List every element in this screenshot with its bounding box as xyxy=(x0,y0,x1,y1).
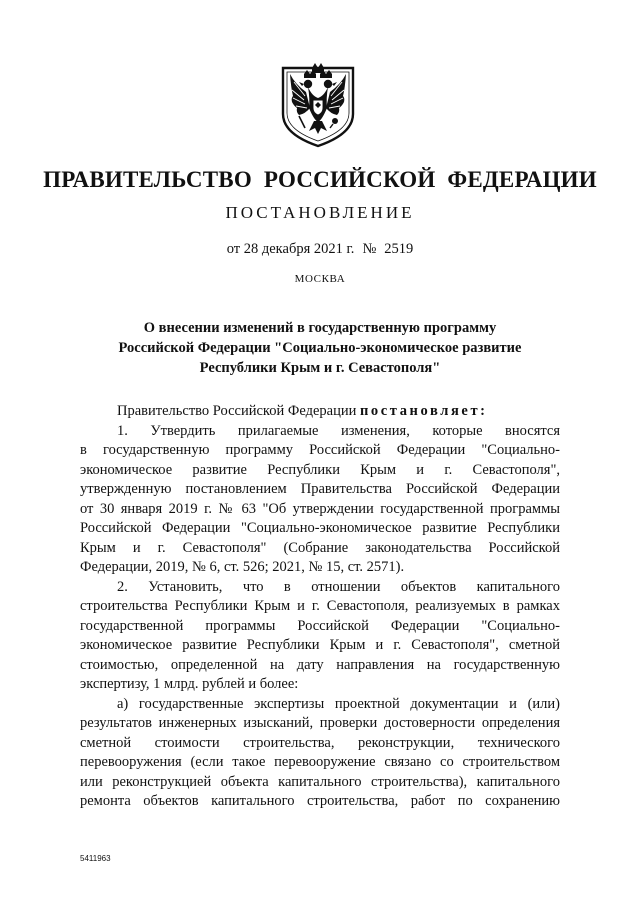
body-line: строительства Республики Крым и г. Севастополя, реализуемых в рамках xyxy=(80,598,560,614)
body-line: стоимостью, определенной на дату направления на государственную xyxy=(80,656,560,673)
document-date: от 28 декабря 2021 г. xyxy=(226,241,355,257)
body-line: утвержденную постановлением Правительства Российской Федерации xyxy=(80,481,560,497)
document-type: ПОСТАНОВЛЕНИЕ xyxy=(225,203,415,222)
city-name: МОСКВА xyxy=(294,273,346,285)
government-title: ПРАВИТЕЛЬСТВО РОССИЙСКОЙ ФЕДЕРАЦИИ xyxy=(43,167,597,192)
document-code: 5411963 xyxy=(80,854,111,863)
body-line: в государственную программу Российской Федерации "Социально- xyxy=(80,442,560,458)
preamble-emphasis: постановляет: xyxy=(359,403,488,419)
body-line: экономическое развитие Республики Крым и г. Севастополя", xyxy=(80,461,560,478)
body-line: 2. Установить, что в отношении объектов капитального xyxy=(117,578,560,595)
body-line: экономическое развитие Республики Крым и г. Севастополя", сметной xyxy=(80,637,560,653)
preamble-text: Правительство Российской Федерации xyxy=(117,403,360,419)
body-line: от 30 января 2019 г. № 63 "Об утверждении государственной программы xyxy=(80,500,560,517)
coat-of-arms-emblem xyxy=(275,58,361,150)
document-date-number xyxy=(0,241,640,258)
body-line: Российской Федерации "Социально-экономическое развитие Республики xyxy=(80,520,560,536)
body-line: экспертизу, 1 млрд. рублей и более: xyxy=(80,676,299,692)
body-line: 1. Утвердить прилагаемые изменения, которые вносятся xyxy=(117,422,560,439)
body-line: перевооружения (если такое перевооружение связано со строительством xyxy=(80,754,560,770)
body-line: а) государственные экспертизы проектной документации и (или) xyxy=(117,695,560,712)
body-line: результатов инженерных изысканий, проверки достоверности определения xyxy=(80,715,560,731)
document-heading xyxy=(80,318,560,378)
body-line: сметной стоимости строительства, реконструкции, технического xyxy=(80,734,560,751)
russian-coat-of-arms-icon xyxy=(275,58,361,150)
body-line: Крым и г. Севастополя" (Собрание законодательства Российской xyxy=(80,539,560,556)
heading-line: Российской Федерации "Социально-экономическое развитие xyxy=(118,340,522,356)
body-line: Федерации, 2019, № 6, ст. 526; 2021, № 15, ст. 2571). xyxy=(80,559,405,575)
body-line: ремонта объектов капитального строительства, работ по сохранению xyxy=(80,793,560,809)
heading-line: О внесении изменений в государственную программу xyxy=(143,320,497,336)
number-sign: № xyxy=(362,241,377,257)
document-body xyxy=(80,402,560,812)
body-line: государственной программы Российской Федерации "Социально- xyxy=(80,617,560,634)
preamble-line xyxy=(80,402,560,422)
body-line: или реконструкцией объекта капитального строительства), капитального xyxy=(80,773,560,790)
heading-line: Республики Крым и г. Севастополя" xyxy=(199,360,441,376)
document-number: 2519 xyxy=(384,241,414,257)
